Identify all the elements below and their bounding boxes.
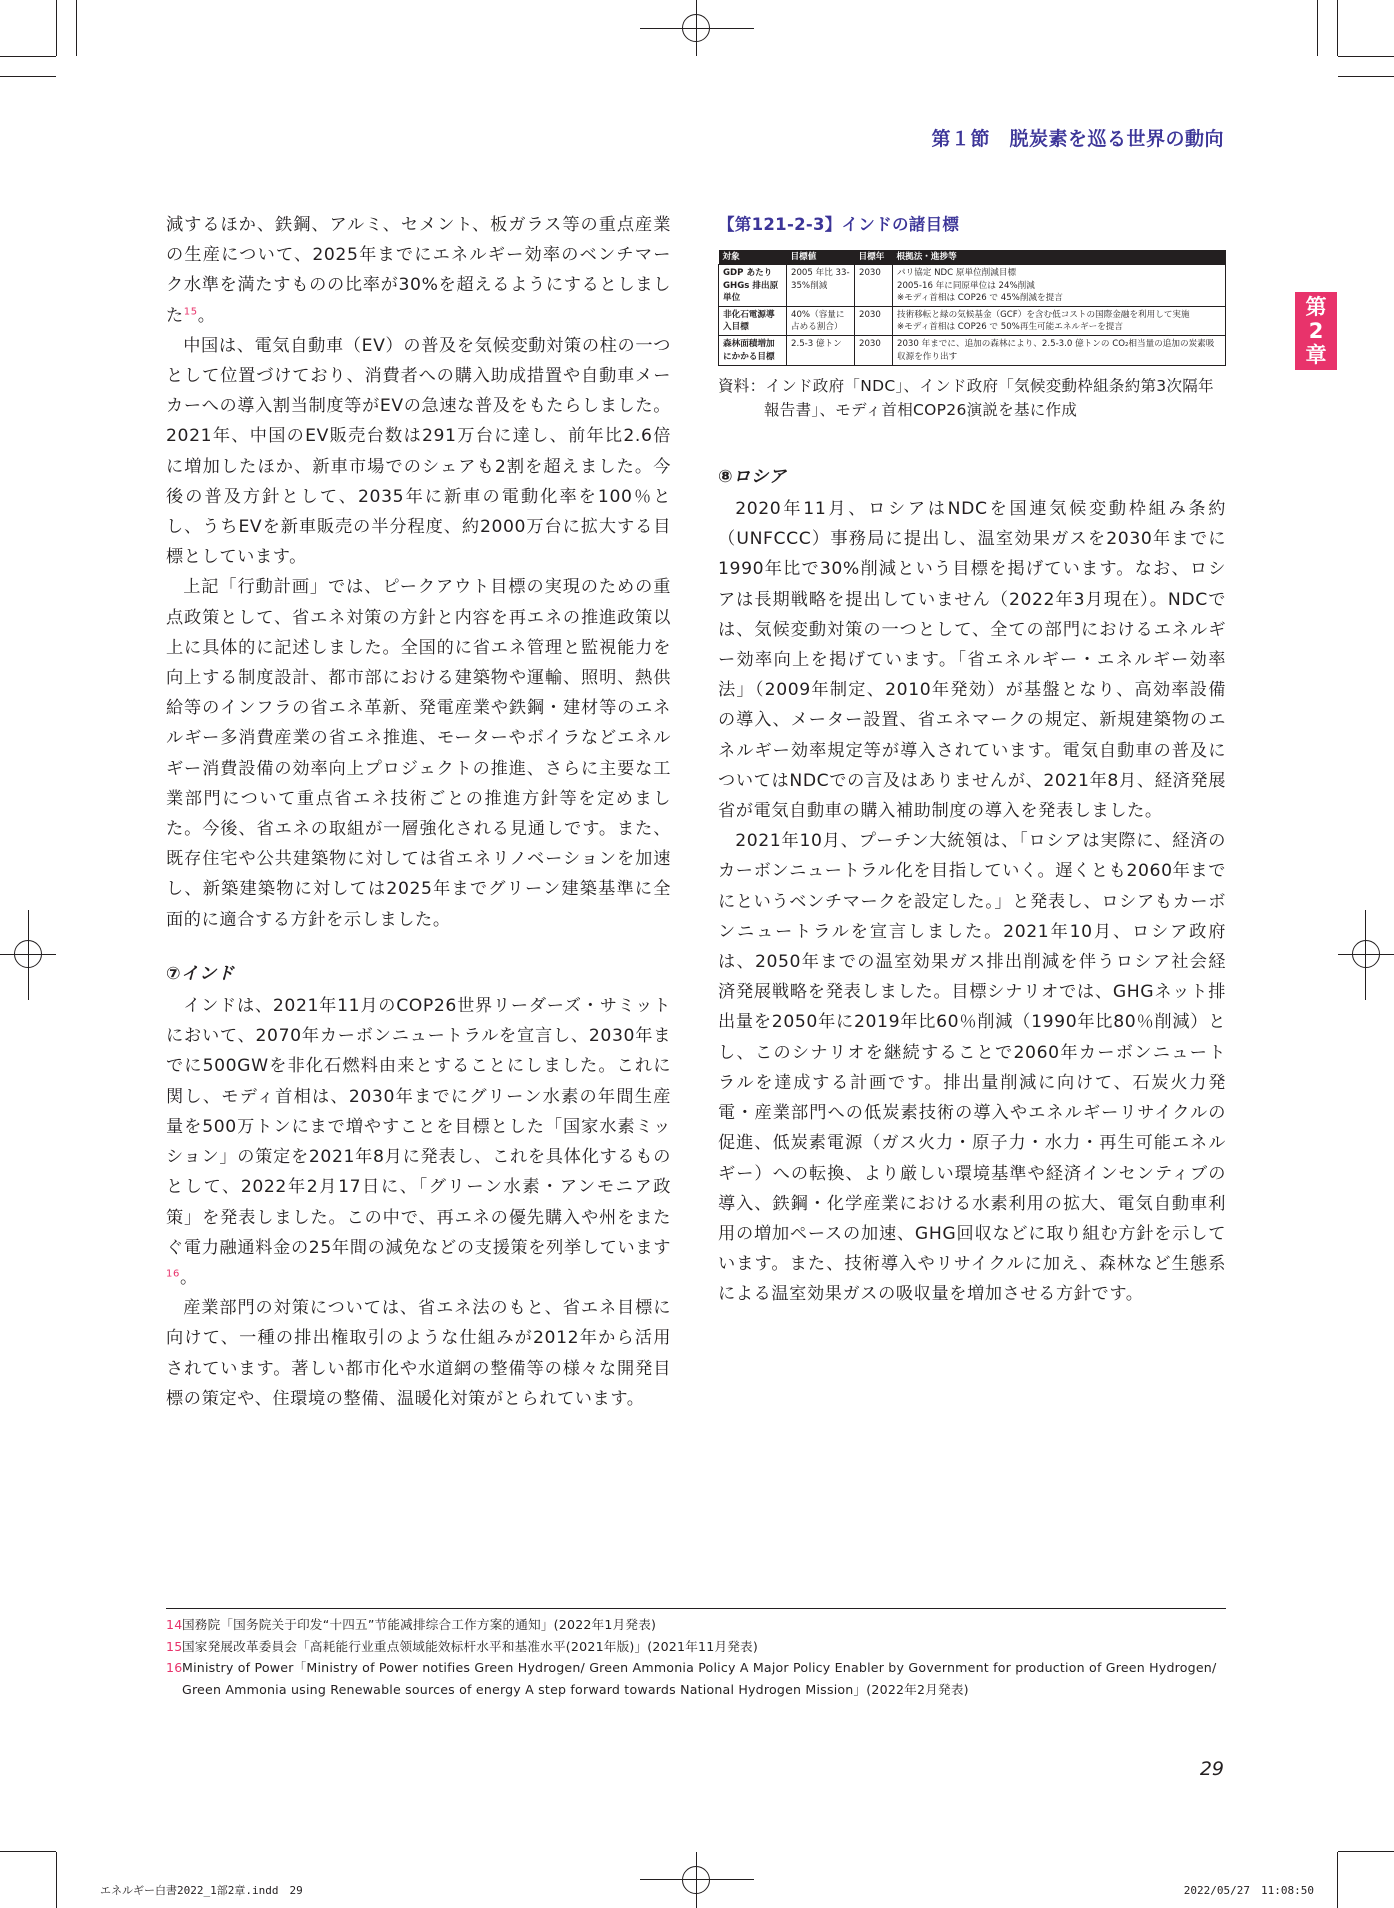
footnotes xyxy=(166,1614,1226,1700)
left-column xyxy=(166,210,671,1414)
subsection-heading-russia: ⑧ロシア xyxy=(718,466,787,487)
table-cell: 2030 年までに、追加の森林により、2.5-3.0 億トンの CO₂相当量の追加の炭素吸収源を作り出す xyxy=(893,336,1226,365)
footnote-number: 15 xyxy=(166,1638,183,1654)
table-header-cell: 目標値 xyxy=(787,250,855,265)
paragraph: 中国は、電気自動車（EV）の普及を気候変動対策の柱の一つとして位置づけており、消費者への購入助成措置や自動車メーカーへの導入割当制度等がEVの急速な普及をもたらしました。2021年、中国のEV販売台数は291万台に達し、前年比2.6倍に増加したほか、新車市場でのシェアも2割を超えました。今後の普及方針として、2035年に新車の電動化率を100％とし、うちEVを新車販売の半分程度、約2000万台に拡大する目標としています。 xyxy=(166,335,671,568)
footnote-number: 14 xyxy=(166,1617,183,1632)
right-column xyxy=(718,210,1226,1310)
footnote-text: 国務院「国务院关于印发“十四五”节能减排综合工作方案的通知」(2022年1月発表) xyxy=(182,1617,657,1632)
footnote-text: Ministry of Power「Ministry of Power notifies Green Hydrogen/ Green Ammonia Policy A Major Policy Enabler by Government for production of Green Hydrogen/ Green Ammonia using Renewable sources of energy A step forward towards National Hydrogen Mission」(2022年2月発表) xyxy=(182,1660,1217,1697)
source-line: 資料：インド政府「NDC」、インド政府「気候変動枠組条約第3次隔年 xyxy=(718,376,1214,395)
footnote-text: 国家発展改革委員会「高耗能行业重点领域能效标杆水平和基准水平(2021年版)」(2021年11月発表) xyxy=(182,1638,758,1654)
footnote xyxy=(166,1614,1226,1636)
table-cell: 非化石電源導入目標 xyxy=(719,307,787,336)
table-title: 【第121-2-3】インドの諸目標 xyxy=(718,215,960,234)
chapter-tab-line2: 2 xyxy=(1308,318,1324,343)
table-header-cell: 目標年 xyxy=(855,250,893,265)
footnote xyxy=(166,1636,1226,1658)
table-cell: 森林面積増加にかかる目標 xyxy=(719,336,787,365)
paragraph: 2020年11月、ロシアはNDCを国連気候変動枠組み条約（UNFCCC）事務局に提出し、温室効果ガスを2030年までに1990年比で30%削減という目標を掲げています。なお、ロシアは長期戦略を提出していません（2022年3月現在）。NDCでは、気候変動対策の一つとして、全ての部門におけるエネルギー効率向上を掲げています。「省エネルギー・エネルギー効率法」（2009年制定、2010年発効）が基盤となり、高効率設備の導入、メーター設置、省エネマークの規定、新規建築物のエネルギー効率規定等が導入されています。電気自動車の普及についてはNDCでの言及はありませんが、2021年8月、経済発展省が電気自動車の購入補助制度の導入を発表しました。 xyxy=(718,499,1226,822)
table-cell: 2030 xyxy=(855,336,893,365)
table-cell: 2005 年比 33-35%削減 xyxy=(787,265,855,307)
footnote xyxy=(166,1657,1226,1700)
table-cell: 技術移転と緑の気候基金（GCF）を含む低コストの国際金融を利用して実施 ※モディ首相は COP26 で 50%再生可能エネルギーを提言 xyxy=(893,307,1226,336)
paragraph: 減するほか、鉄鋼、アルミ、セメント、板ガラス等の重点産業の生産について、2025年までにエネルギー効率のベンチマーク水準を満たすものの比率が30%を超えるようにするとしました$^{15}$。 xyxy=(166,215,671,326)
table-row xyxy=(719,265,1226,307)
paragraph: 2021年10月、プーチン大統領は、「ロシアは実際に、経済のカーボンニュートラル化を目指していく。遅くとも2060年までにというベンチマークを設定した。」と発表し、ロシアもカーボンニュートラルを宣言しました。2021年10月、ロシア政府は、2050年までの温室効果ガス排出削減を伴うロシア社会経済発展戦略を発表しました。目標シナリオでは、GHGネット排出量を2050年に2019年比60％削減（1990年比80％削減）とし、このシナリオを継続することで2060年カーボンニュートラルを達成する計画です。排出量削減に向けて、石炭火力発電・産業部門への低炭素技術の導入やエネルギーリサイクルの促進、低炭素電源（ガス火力・原子力・水力・再生可能エネルギー）への転換、より厳しい環境基準や経済インセンティブの導入、鉄鋼・化学産業における水素利用の拡大、電気自動車利用の増加ペースの加速、GHG回収などに取り組む方針を示しています。また、技術導入やリサイクルに加え、森林など生態系による温室効果ガスの吸収量を増加させる方針です。 xyxy=(718,831,1226,1305)
footnote-number: 16 xyxy=(166,1660,183,1675)
table-source xyxy=(718,374,1226,422)
footnote-ref[interactable]: 15 xyxy=(183,305,198,317)
subsection-heading-india: ⑦インド xyxy=(166,963,235,984)
footnote-divider xyxy=(166,1608,1226,1609)
table-cell: 2030 xyxy=(855,307,893,336)
chapter-tab xyxy=(1295,292,1337,370)
paragraph: 上記「行動計画」では、ピークアウト目標の実現のための重点政策として、省エネ対策の方針と内容を再エネの推進政策以上に具体的に記述しました。全国的に省エネ管理と監視能力を向上する制度設計、都市部における建築物や運輸、照明、熱供給等のインフラの省エネ革新、発電産業や鉄鋼・建材等のエネルギー多消費産業の省エネ推進、モーターやボイラなどエネルギー消費設備の効率向上プロジェクトの推進、さらに主要な工業部門について重点省エネ技術ごとの推進方針等を定めました。今後、省エネの取組が一層強化される見通しです。また、既存住宅や公共建築物に対しては省エネリノベーションを加速し、新築建築物に対しては2025年までグリーン建築基準に全面的に適合する方針を示しました。 xyxy=(166,577,671,930)
table-cell: 2030 xyxy=(855,265,893,307)
table-cell: 2.5-3 億トン xyxy=(787,336,855,365)
paragraph: インドは、2021年11月のCOP26世界リーダーズ・サミットにおいて、2070年カーボンニュートラルを宣言し、2030年までに500GWを非化石燃料由来とすることにしました。これに関し、モディ首相は、2030年までにグリーン水素の年間生産量を500万トンにまで増やすことを目標とした「国家水素ミッション」の策定を2021年8月に発表し、これを具体化するものとして、2022年2月17日に、「グリーン水素・アンモニア政策」を発表しました。この中で、再エネの優先購入や州をまたぐ電力融通料金の25年間の減免などの支援策を列挙しています$^{16}$。 xyxy=(166,996,671,1288)
india-targets-table xyxy=(718,250,1226,366)
page-number: 29 xyxy=(1199,1758,1224,1780)
source-line: 報告書」、モディ首相COP26演説を基に作成 xyxy=(764,400,1078,419)
table-header-row xyxy=(719,250,1226,265)
table-cell: パリ協定 NDC 原単位削減目標 2005-16 年に同原単位は 24%削減 ※モディ首相は COP26 で 45%削減を提言 xyxy=(893,265,1226,307)
chapter-tab-line1: 第 xyxy=(1305,294,1327,319)
table-header-cell: 対象 xyxy=(719,250,787,265)
print-file-info: エネルギー白書2022_1部2章.indd 29 xyxy=(100,1884,303,1897)
print-timestamp: 2022/05/27 11:08:50 xyxy=(1183,1884,1314,1897)
table-row xyxy=(719,336,1226,365)
table-row xyxy=(719,307,1226,336)
chapter-tab-line3: 章 xyxy=(1305,343,1327,368)
section-title: 第１節 脱炭素を巡る世界の動向 xyxy=(931,128,1224,150)
footnote-ref[interactable]: 16 xyxy=(166,1268,180,1280)
paragraph: 産業部門の対策については、省エネ法のもと、省エネ目標に向けて、一種の排出権取引のような仕組みが2012年から活用されています。著しい都市化や水道網の整備等の様々な開発目標の策定や、住環境の整備、温暖化対策がとられています。 xyxy=(166,1298,671,1409)
table-header-cell: 根拠法・進捗等 xyxy=(893,250,1226,265)
table-cell: 40%（容量に占める割合） xyxy=(787,307,855,336)
table-cell: GDP あたり GHGs 排出原単位 xyxy=(719,265,787,307)
